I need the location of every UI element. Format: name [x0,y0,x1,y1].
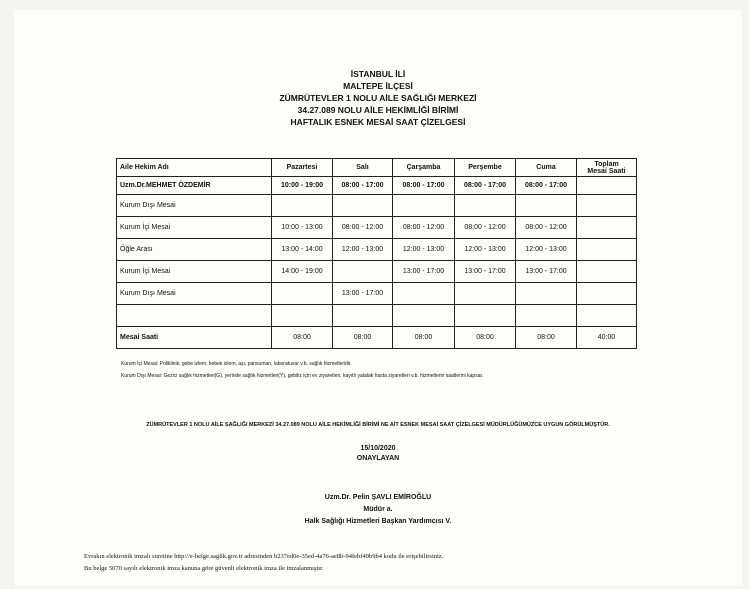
table-cell: 13:00 - 14:00 [272,239,333,261]
table-cell [577,305,637,327]
table-cell: 12:00 - 13:00 [516,239,577,261]
approval-status: ONAYLAYAN [356,455,400,462]
table-header-row [117,159,637,177]
table-row [117,261,637,283]
table-cell [393,195,455,217]
footnotes [121,358,483,382]
signatory-name: Uzm.Dr. Pelin ŞAVLI EMİROĞLU [324,494,432,501]
footer-verification-line: Evrakın elektronik imzalı suretine http://e-belge.saglik.gov.tr adresinden b237ed0e-35ed-4a76-ae8b-94febf49b9b4 kodu ile erişebilirsiniz. [84,553,444,560]
table-cell: 40:00 [577,327,637,349]
table-cell: 08:00 - 17:00 [455,177,516,195]
table-cell: 13:00 - 17:00 [393,261,455,283]
document-header [14,68,742,128]
table-cell: 10:00 - 19:00 [272,177,333,195]
table-cell [393,305,455,327]
table-cell [393,283,455,305]
table-cell: 13:00 - 17:00 [333,283,393,305]
table-cell [577,195,637,217]
column-header: Toplam Mesai Saati [577,159,637,177]
table-cell [272,195,333,217]
table-cell: 08:00 - 12:00 [333,217,393,239]
column-header: Perşembe [455,159,516,177]
document-page [14,10,742,586]
footnote-out-of-clinic: Kurum Dışı Mesai: Gezici sağlık hizmetleri(G), yerinde sağlık hizmetleri(Y), gebiliz için ev ziyaretleri, kayıtlı yatalak hasta ziyaretleri v.b. hizmetlerin saatlerini kapsar. [121,373,484,379]
table-row [117,217,637,239]
schedule-table [116,158,637,349]
table-cell [577,283,637,305]
table-cell [577,239,637,261]
table-cell: Mesai Saati [117,327,272,349]
table-row [117,305,637,327]
signature-block [14,492,742,528]
table-cell: 13:00 - 17:00 [516,261,577,283]
table-cell [455,195,516,217]
table-cell [577,261,637,283]
approval-statement: ZÜMRÜTEVLER 1 NOLU AİLE SAĞLIĞI MERKEZİ 34.27.089 NOLU AİLE HEKİMLİĞİ BİRİMİ NE AİT ESNEK MESAİ SAAT ÇİZELGESİ MÜDÜRLÜĞÜMÜZCE UYGUN GÖRÜLMÜŞTÜR. [146,422,610,428]
table-cell [272,283,333,305]
e-signature-footer [84,551,443,575]
approval-date-block [14,444,742,464]
table-cell: 13:00 - 17:00 [455,261,516,283]
footer-law-line: Bu belge 5070 sayılı elektronik imza kanuna göre güvenli elektronik imza ile imzalanmıştır. [84,565,324,572]
table-cell [117,305,272,327]
header-health-center: ZÜMRÜTEVLER 1 NOLU AİLE SAĞLIĞI MERKEZİ [279,93,477,103]
header-unit: 34.27.089 NOLU AİLE HEKİMLİĞİ BİRİMİ [297,105,459,115]
table-cell: 08:00 [393,327,455,349]
column-header: Salı [333,159,393,177]
table-cell: 08:00 [272,327,333,349]
signatory-title: Müdür a. [363,506,393,513]
table-cell: Öğle Arası [117,239,272,261]
table-cell [577,217,637,239]
table-cell: 12:00 - 13:00 [393,239,455,261]
table-cell: Kurum İçi Mesai [117,261,272,283]
table-cell [333,305,393,327]
column-header: Cuma [516,159,577,177]
table-cell [577,177,637,195]
table-cell [516,195,577,217]
table-cell: Kurum Dışı Mesai [117,195,272,217]
table-cell: 12:00 - 13:00 [455,239,516,261]
header-district: MALTEPE İLÇESİ [343,81,413,91]
table-cell: Kurum İçi Mesai [117,217,272,239]
table-cell: 08:00 [333,327,393,349]
header-province: İSTANBUL İLİ [350,69,406,79]
table-cell [455,305,516,327]
column-header: Çarşamba [393,159,455,177]
table-cell: 08:00 - 12:00 [393,217,455,239]
table-row [117,239,637,261]
table-total-row [117,327,637,349]
table-cell: 08:00 - 17:00 [516,177,577,195]
footnote-in-clinic: Kurum İçi Mesai: Poliklinik, gebe izlem, bebek izlem, aşı, pansuman, laboratuvar v.b. sağlık hizmetleridir. [121,361,352,367]
table-cell: 10:00 - 13:00 [272,217,333,239]
table-cell [455,283,516,305]
table-cell [516,305,577,327]
table-row [117,195,637,217]
column-header: Aile Hekim Adı [117,159,272,177]
approval-date: 15/10/2020 [360,445,396,452]
table-cell: 08:00 [516,327,577,349]
table-cell: 08:00 [455,327,516,349]
table-cell: Uzm.Dr.MEHMET ÖZDEMİR [117,177,272,195]
header-document-title: HAFTALIK ESNEK MESAİ SAAT ÇİZELGESİ [290,117,466,127]
column-header: Pazartesi [272,159,333,177]
table-cell: 08:00 - 17:00 [393,177,455,195]
table-cell: 08:00 - 12:00 [455,217,516,239]
table-cell [333,261,393,283]
table-row [117,283,637,305]
table-row [117,177,637,195]
table-cell: 08:00 - 17:00 [333,177,393,195]
table-cell: 12:00 - 13:00 [333,239,393,261]
table-cell: 14:00 - 19:00 [272,261,333,283]
table-cell: 08:00 - 12:00 [516,217,577,239]
signatory-position: Halk Sağlığı Hizmetleri Başkan Yardımcısı V. [304,518,452,525]
table-cell [272,305,333,327]
table-cell [516,283,577,305]
table-cell [333,195,393,217]
table-cell: Kurum Dışı Mesai [117,283,272,305]
